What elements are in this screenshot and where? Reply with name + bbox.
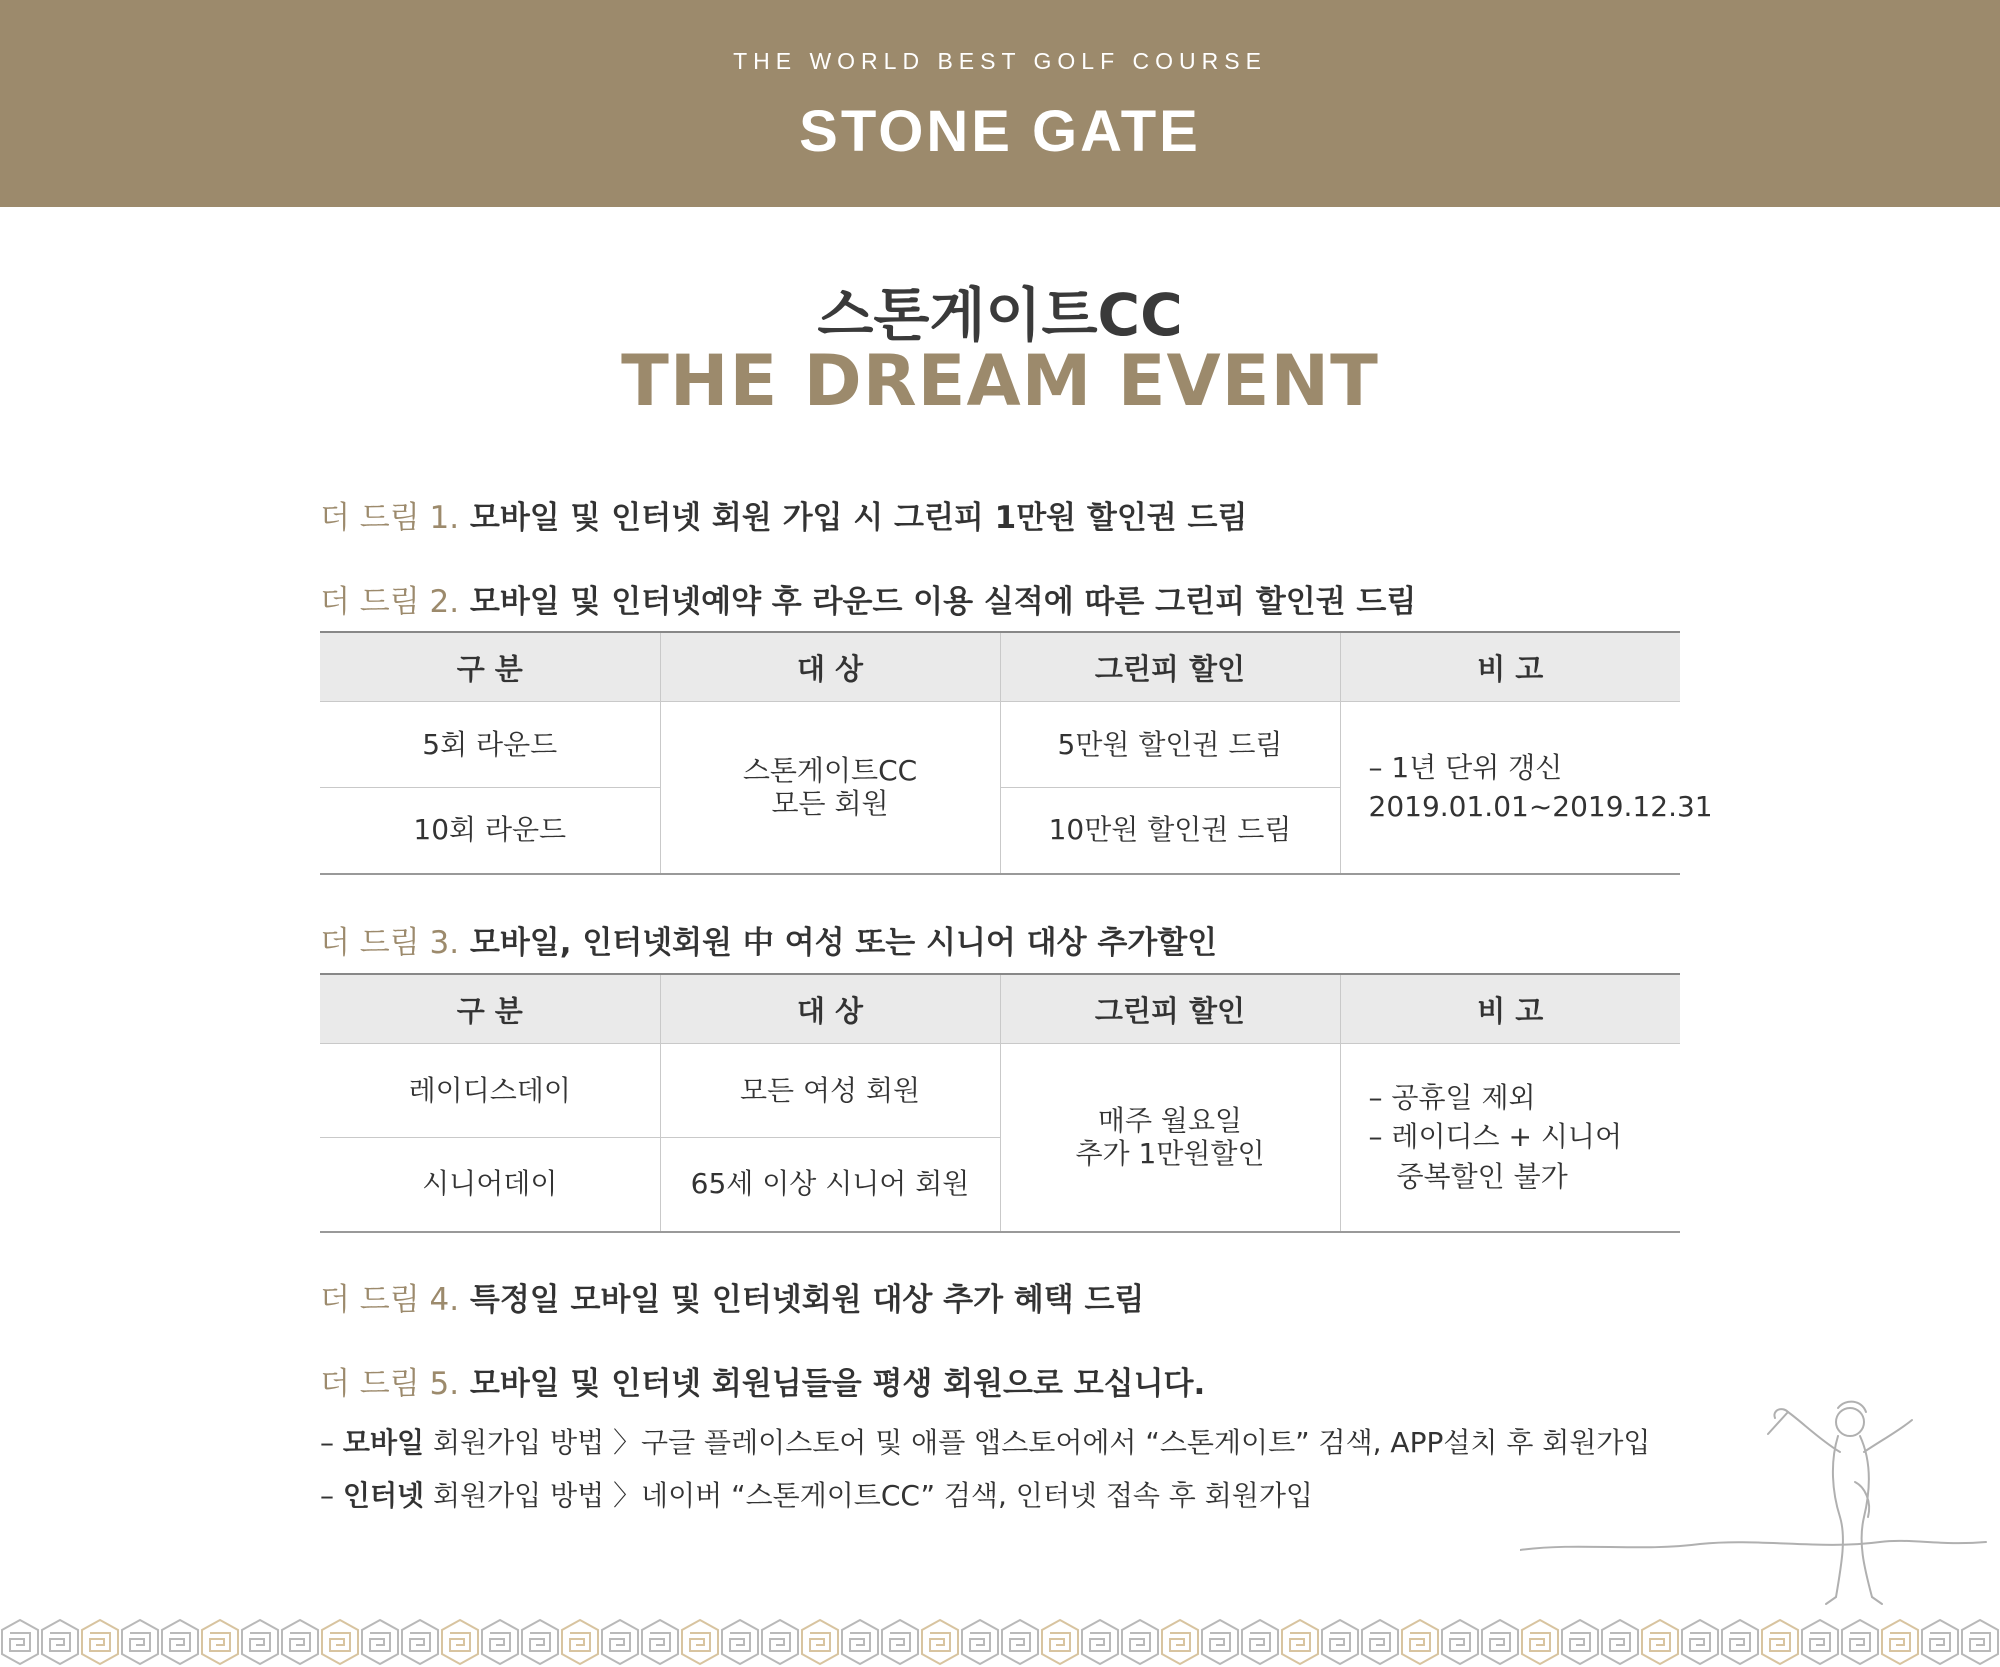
lattice-tile: [1602, 1620, 1638, 1664]
howto-mobile: [320, 1421, 1650, 1461]
lattice-tile: [1162, 1620, 1198, 1664]
lattice-tile: [522, 1620, 558, 1664]
lattice-tile: [482, 1620, 518, 1664]
lattice-tile: [882, 1620, 918, 1664]
lattice-tile: [442, 1620, 478, 1664]
weekday-discount-table: [320, 973, 1680, 1233]
table-header: 비 고: [1340, 974, 1680, 1044]
table-cell: 레이디스데이: [320, 1044, 660, 1138]
remark-line: – 1년 단위 갱신: [1368, 750, 1563, 784]
lattice-tile: [682, 1620, 718, 1664]
lattice-tile: [1242, 1620, 1278, 1664]
lattice-tile: [1402, 1620, 1438, 1664]
table-cell-target: [660, 702, 1000, 874]
lattice-tile: [242, 1620, 278, 1664]
lattice-tile: [1802, 1620, 1838, 1664]
table-cell: 65세 이상 시니어 회원: [660, 1138, 1000, 1232]
lattice-tile: [1202, 1620, 1238, 1664]
lattice-tile: [962, 1620, 998, 1664]
lattice-tile: [1842, 1620, 1878, 1664]
table-cell: 시니어데이: [320, 1138, 660, 1232]
table-cell: 10회 라운드: [320, 788, 660, 874]
lattice-tile: [1922, 1620, 1958, 1664]
lattice-tile: [1042, 1620, 1078, 1664]
table-cell: 5회 라운드: [320, 702, 660, 788]
section-heading-3: [320, 917, 1217, 962]
lattice-tile: [722, 1620, 758, 1664]
section-text: 모바일 및 인터넷예약 후 라운드 이용 실적에 따른 그린피 할인권 드림: [459, 584, 1417, 620]
lattice-tile: [1122, 1620, 1158, 1664]
section-heading-1: [320, 492, 1247, 537]
lattice-tile: [1722, 1620, 1758, 1664]
table-header: 대 상: [660, 974, 1000, 1044]
lattice-tile: [602, 1620, 638, 1664]
lattice-tile: [1642, 1620, 1678, 1664]
lattice-tile: [642, 1620, 678, 1664]
lattice-tile: [1962, 1620, 1998, 1664]
target-line: 모든 회원: [771, 787, 889, 821]
golfer-sketch-icon: [1520, 1392, 1990, 1612]
lattice-tile: [1362, 1620, 1398, 1664]
lattice-tile: [162, 1620, 198, 1664]
footer-lattice-pattern: [0, 1617, 2000, 1667]
table-header: 비 고: [1340, 632, 1680, 702]
lattice-tile: [1482, 1620, 1518, 1664]
table-cell-discount: [1000, 1044, 1340, 1232]
table-cell: 모든 여성 회원: [660, 1044, 1000, 1138]
section-text: 모바일 및 인터넷 회원 가입 시 그린피 1만원 할인권 드림: [459, 500, 1248, 536]
lattice-tile: [1882, 1620, 1918, 1664]
table-header: 그린피 할인: [1000, 632, 1340, 702]
lattice-tile: [2, 1620, 38, 1664]
table-cell-remark: [1340, 1044, 1680, 1232]
table-header: 구 분: [320, 632, 660, 702]
section-text: 모바일, 인터넷회원 中 여성 또는 시니어 대상 추가할인: [459, 925, 1218, 961]
section-text: 특정일 모바일 및 인터넷회원 대상 추가 혜택 드림: [459, 1282, 1145, 1318]
section-number: 더 드림 2.: [320, 584, 460, 620]
howto-internet: [320, 1474, 1313, 1514]
howto-dash: –: [320, 1426, 343, 1459]
howto-label: 인터넷: [342, 1479, 425, 1512]
table-cell: 10만원 할인권 드림: [1000, 788, 1340, 874]
section-number: 더 드림 1.: [320, 500, 460, 536]
lattice-tile: [922, 1620, 958, 1664]
lattice-tile: [1682, 1620, 1718, 1664]
table-cell: 5만원 할인권 드림: [1000, 702, 1340, 788]
section-heading-5: [320, 1358, 1205, 1403]
remark-line: – 레이디스 + 시니어: [1368, 1120, 1622, 1154]
section-number: 더 드림 5.: [320, 1366, 460, 1402]
lattice-tile: [1442, 1620, 1478, 1664]
lattice-tile: [42, 1620, 78, 1664]
discount-line: 매주 월요일: [1097, 1103, 1243, 1137]
table-header: 구 분: [320, 974, 660, 1044]
lattice-tile: [1522, 1620, 1558, 1664]
section-heading-2: [320, 576, 1416, 621]
lattice-tile: [402, 1620, 438, 1664]
howto-dash: –: [320, 1479, 343, 1512]
header-banner: [0, 0, 2000, 207]
remark-line: 중복할인 불가: [1396, 1160, 1568, 1194]
table-row: [320, 1044, 1680, 1138]
lattice-tile: [1002, 1620, 1038, 1664]
remark-line: – 공휴일 제외: [1368, 1080, 1536, 1114]
table-cell-remark: [1340, 702, 1713, 874]
lattice-tile: [1762, 1620, 1798, 1664]
target-line: 스톤게이트CC: [742, 753, 918, 787]
discount-line: 추가 1만원할인: [1075, 1137, 1265, 1171]
lattice-tile: [1562, 1620, 1598, 1664]
howto-text: 회원가입 방법 〉구글 플레이스토어 및 애플 앱스토어에서 “스톤게이트” 검색, APP설치 후 회원가입: [424, 1426, 1651, 1459]
table-header: 그린피 할인: [1000, 974, 1340, 1044]
section-text: 모바일 및 인터넷 회원님들을 평생 회원으로 모십니다.: [459, 1366, 1206, 1402]
lattice-tile: [1322, 1620, 1358, 1664]
lattice-tile: [362, 1620, 398, 1664]
round-discount-table: [320, 631, 1713, 875]
section-number: 더 드림 3.: [320, 925, 460, 961]
lattice-tile: [282, 1620, 318, 1664]
howto-label: 모바일: [342, 1426, 425, 1459]
brand-logo: STONE GATE: [799, 99, 1201, 164]
lattice-tile: [562, 1620, 598, 1664]
page-title-english: THE DREAM EVENT: [621, 340, 1379, 422]
section-number: 더 드림 4.: [320, 1282, 460, 1318]
lattice-tile: [842, 1620, 878, 1664]
lattice-tile: [1082, 1620, 1118, 1664]
lattice-tile: [202, 1620, 238, 1664]
section-heading-4: [320, 1274, 1144, 1319]
remark-line: 2019.01.01~2019.12.31: [1368, 790, 1713, 824]
table-row: [320, 702, 1680, 788]
page-title-korean: 스톤게이트CC: [817, 281, 1183, 349]
lattice-tile: [802, 1620, 838, 1664]
lattice-tile: [322, 1620, 358, 1664]
tagline: THE WORLD BEST GOLF COURSE: [733, 48, 1267, 74]
table-header: 대 상: [660, 632, 1000, 702]
lattice-tile: [762, 1620, 798, 1664]
lattice-tile: [122, 1620, 158, 1664]
lattice-tile: [1282, 1620, 1318, 1664]
howto-text: 회원가입 방법 〉네이버 “스톤게이트CC” 검색, 인터넷 접속 후 회원가입: [424, 1479, 1313, 1512]
lattice-tile: [82, 1620, 118, 1664]
